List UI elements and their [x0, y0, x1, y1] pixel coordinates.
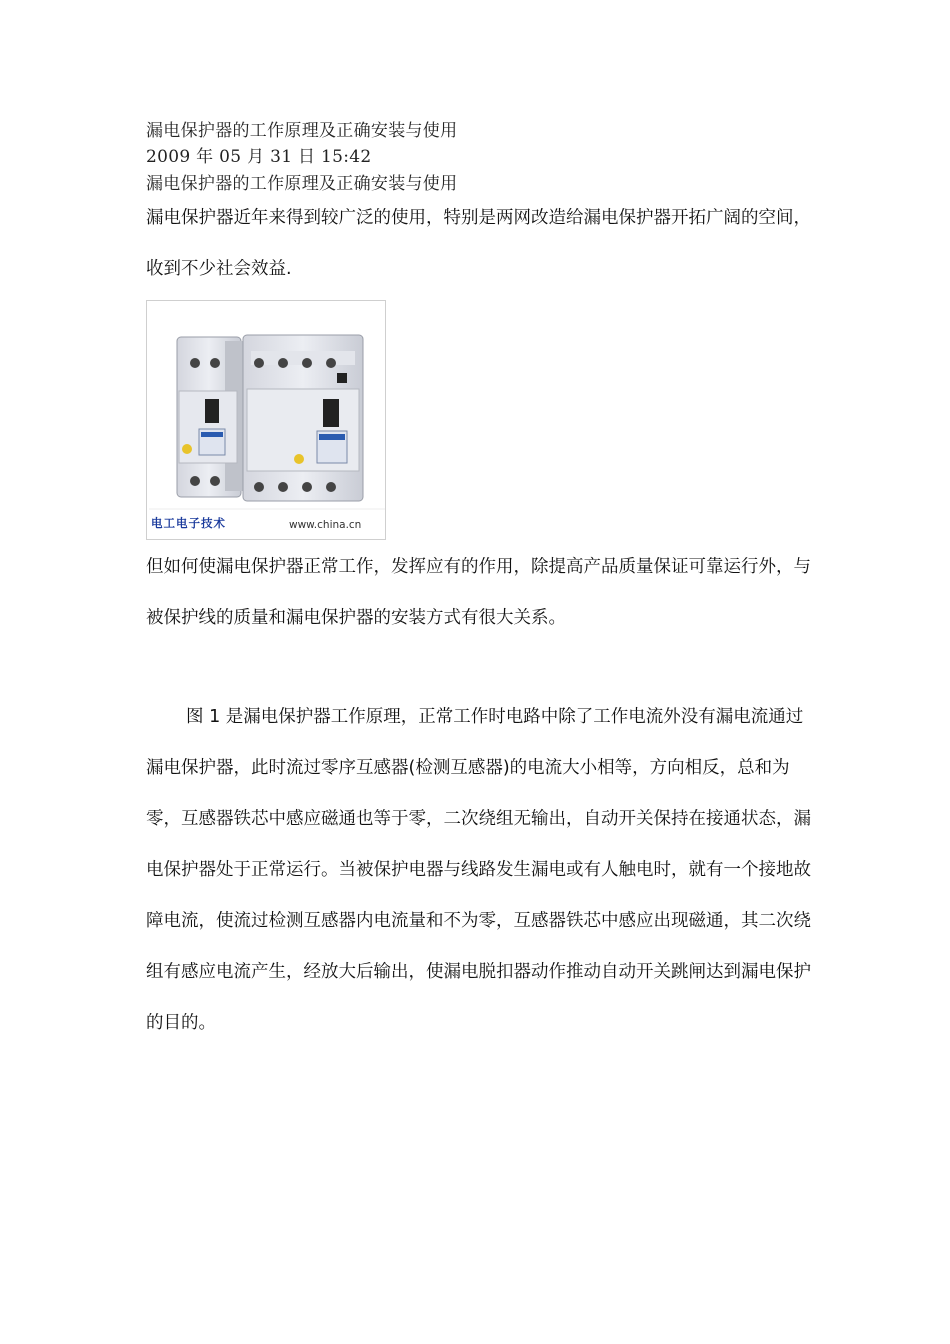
- leakage-protector-photo: [146, 300, 386, 540]
- left-breaker-unit: [177, 337, 243, 497]
- article-subtitle: 漏电保护器的工作原理及正确安装与使用: [146, 174, 458, 194]
- right-breaker-unit: [243, 335, 363, 501]
- intro-text: 漏电保护器近年来得到较广泛的使用，特别是两网改造给漏电保护器开拓广阔的空间，收到不少社会效益.: [146, 208, 811, 279]
- figure-caption-source: 电工电子技术: [151, 516, 226, 530]
- intro-paragraph: [146, 193, 811, 295]
- document-title: 漏电保护器的工作原理及正确安装与使用: [146, 121, 458, 141]
- paragraph-3: [146, 692, 811, 1049]
- breaker-illustration: [147, 301, 386, 540]
- paragraph-2: [146, 542, 811, 644]
- paragraph-2-text: 但如何使漏电保护器正常工作，发挥应有的作用，除提高产品质量保证可靠运行外，与被保护线的质量和漏电保护器的安装方式有很大关系。: [146, 557, 811, 628]
- paragraph-3-text: 图 1 是漏电保护器工作原理，正常工作时电路中除了工作电流外没有漏电流通过漏电保护器，此时流过零序互感器(检测互感器)的电流大小相等，方向相反，总和为零，互感器铁芯中感应磁通也等于零，二次绕组无输出，自动开关保持在接通状态，漏电保护器处于正常运行。当被保护电器与线路发生漏电或有人触电时，就有一个接地故障电流，使流过检测互感器内电流量和不为零，互感器铁芯中感应出现磁通，其二次绕组有感应电流产生，经放大后输出，使漏电脱扣器动作推动自动开关跳闸达到漏电保护的目的。: [146, 707, 811, 1033]
- post-date: 2009 年 05 月 31 日 15:42: [146, 147, 372, 167]
- figure-caption-url: www.china.cn: [289, 519, 362, 531]
